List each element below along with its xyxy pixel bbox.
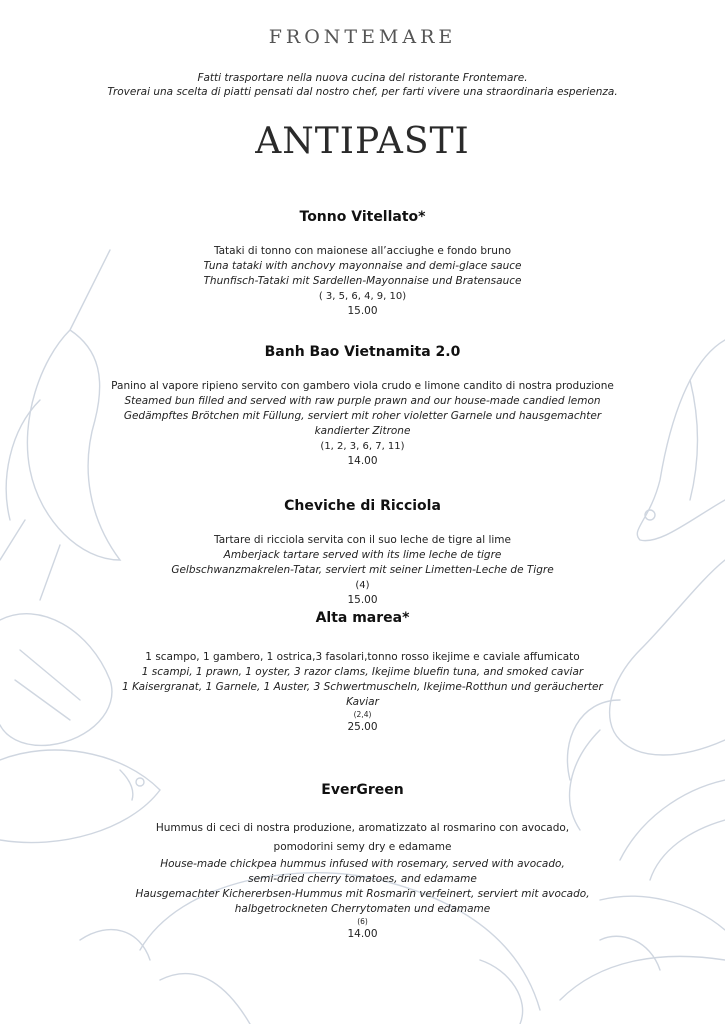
dish-description-de: Gedämpftes Brötchen mit Füllung, serviert mit roher violetter Garnele und hausgemachter: [123, 410, 602, 422]
dish-description-it: 1 scampo, 1 gambero, 1 ostrica,3 fasolari,tonno rosso ikejime e caviale affumicato: [145, 651, 580, 663]
dish-description-en: Amberjack tartare served with its lime leche de tigre: [223, 549, 502, 561]
dish-description-it: Tataki di tonno con maionese all’acciughe e fondo bruno: [213, 245, 512, 257]
price: 25.00: [347, 721, 378, 733]
menu-item: [0, 342, 725, 469]
dish-description-en: Steamed bun filled and served with raw purple prawn and our house-made candied lemon: [124, 395, 601, 407]
dish-description-en: House-made chickpea hummus infused with rosemary, served with avocado,: [160, 858, 565, 870]
intro-line: Fatti trasportare nella nuova cucina del ristorante Frontemare.: [197, 72, 528, 84]
intro-text: [0, 71, 725, 99]
dish-description-it: pomodorini semy dry e edamame: [273, 841, 452, 853]
dish-description-en: semi-dried cherry tomatoes, and edamame: [248, 873, 477, 885]
dish-name: Alta marea*: [315, 610, 410, 626]
dish-description-en: Tuna tataki with anchovy mayonnaise and demi-glace sauce: [203, 260, 522, 272]
menu-item: [0, 780, 725, 942]
menu-item: [0, 608, 725, 735]
intro-line: Troverai una scelta di piatti pensati dal nostro chef, per farti vivere una straordinaria esperienza.: [107, 86, 618, 98]
menu-item: [0, 496, 725, 608]
dish-name: Tonno Vitellato*: [299, 209, 426, 225]
dish-description-de: halbgetrockneten Cherrytomaten und edamame: [234, 903, 491, 915]
dish-description-de: Gelbschwanzmakrelen-Tatar, serviert mit seiner Limetten-Leche de Tigre: [171, 564, 554, 576]
dish-description-de: kandierter Zitrone: [314, 425, 411, 437]
dish-description-de: Thunfisch-Tataki mit Sardellen-Mayonnaise und Bratensauce: [203, 275, 522, 287]
restaurant-logo: FRONTEMARE: [268, 26, 457, 48]
dish-name: Banh Bao Vietnamita 2.0: [264, 344, 461, 360]
price: 15.00: [347, 594, 378, 606]
section-title: ANTIPASTI: [255, 121, 470, 162]
menu-item: [0, 207, 725, 319]
dish-name: EverGreen: [321, 782, 404, 798]
dish-description-it: Tartare di ricciola servita con il suo leche de tigre al lime: [214, 534, 511, 546]
price: 14.00: [347, 928, 378, 940]
allergens: ( 3, 5, 6, 4, 9, 10): [318, 291, 407, 302]
allergens: (2,4): [353, 710, 372, 719]
price: 15.00: [347, 305, 378, 317]
dish-description-de: 1 Kaisergranat, 1 Garnele, 1 Auster, 3 Schwertmuscheln, Ikejime-Rotthun und geräucherter: [122, 681, 603, 693]
dish-description-it: Panino al vapore ripieno servito con gambero viola crudo e limone candito di nostra produzione: [111, 380, 614, 392]
dish-description-en: 1 scampi, 1 prawn, 1 oyster, 3 razor clams, Ikejime bluefin tuna, and smoked caviar: [141, 666, 584, 678]
dish-description-de: Hausgemachter Kichererbsen-Hummus mit Rosmarin verfeinert, serviert mit avocado,: [135, 888, 590, 900]
allergens: (4): [355, 580, 370, 591]
dish-name: Cheviche di Ricciola: [284, 498, 441, 514]
price: 14.00: [347, 455, 378, 467]
allergens: (6): [357, 917, 368, 926]
dish-description-it: Hummus di ceci di nostra produzione, aromatizzato al rosmarino con avocado,: [155, 822, 570, 834]
allergens: (1, 2, 3, 6, 7, 11): [320, 441, 405, 452]
dish-description-de: Kaviar: [346, 696, 379, 708]
